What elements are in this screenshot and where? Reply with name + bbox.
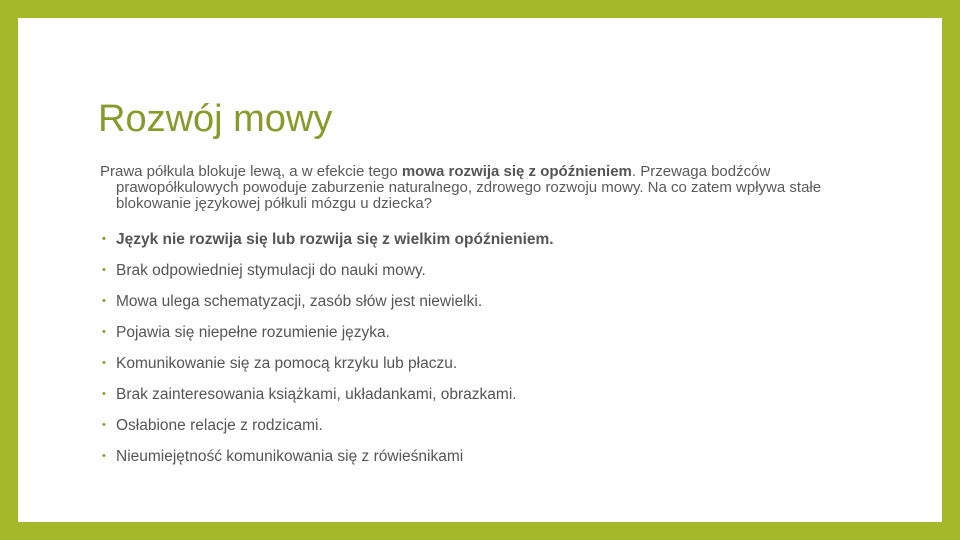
bullet-item — [100, 286, 554, 317]
bullet-text: Brak odpowiedniej stymulacji do nauki mowy. — [116, 262, 426, 279]
bullet-item — [100, 410, 554, 441]
slide — [18, 18, 942, 522]
bullet-text: Brak zainteresowania książkami, układankami, obrazkami. — [116, 386, 517, 403]
bullet-item — [100, 224, 554, 255]
bullet-text: Nieumiejętność komunikowania się z rówieśnikami — [116, 448, 464, 465]
bullet-dot-icon: • — [102, 419, 106, 431]
bullet-item — [100, 317, 554, 348]
bullet-text: Komunikowanie się za pomocą krzyku lub płaczu. — [116, 355, 458, 372]
bullet-dot-icon: • — [102, 388, 106, 400]
slide-title: Rozwój mowy — [98, 98, 333, 140]
bullet-list — [100, 224, 554, 472]
bullet-dot-icon: • — [102, 233, 106, 245]
intro-text-1: Prawa półkula blokuje lewą, a w efekcie tego — [100, 163, 402, 180]
intro-paragraph — [100, 164, 876, 212]
intro-bold-text: mowa rozwija się z opóźnieniem — [401, 163, 632, 180]
bullet-dot-icon: • — [102, 326, 106, 338]
intro-text-2: . Przewaga bodźców prawopółkulowych powoduje zaburzenie naturalnego, zdrowego rozwoju mowy. Na co zatem wpływa stałe blokowanie językowej półkuli mózgu u dziecka? — [116, 163, 822, 212]
bullet-item — [100, 255, 554, 286]
bullet-dot-icon: • — [102, 295, 106, 307]
bullet-text: Język nie rozwija się lub rozwija się z wielkim opóźnieniem. — [116, 231, 554, 248]
bullet-text: Mowa ulega schematyzacji, zasób słów jest niewielki. — [116, 293, 483, 310]
bullet-dot-icon: • — [102, 264, 106, 276]
bullet-item — [100, 348, 554, 379]
bullet-dot-icon: • — [102, 357, 106, 369]
bullet-item — [100, 379, 554, 410]
bullet-item — [100, 441, 554, 472]
bullet-dot-icon: • — [102, 450, 106, 462]
bullet-text: Pojawia się niepełne rozumienie języka. — [116, 324, 390, 341]
bullet-text: Osłabione relacje z rodzicami. — [116, 417, 323, 434]
